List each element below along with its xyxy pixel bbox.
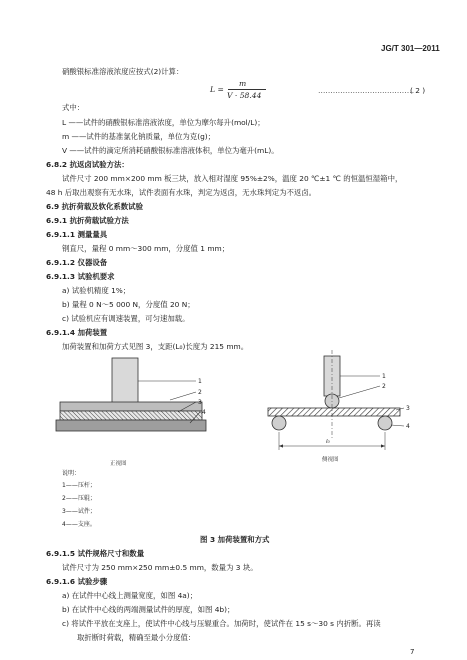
section-6-9-1-3-heading: 6.9.1.3 试验机要求 <box>46 272 115 281</box>
page-number: 7 <box>410 648 415 656</box>
front-label-3: 3 <box>198 399 202 406</box>
front-label-1: 1 <box>198 378 202 385</box>
definition-L: L ——试件的硝酸银标准溶液浓度，单位为摩尔每升(mol/L)； <box>62 118 265 127</box>
side-view-caption: 侧视图 <box>322 457 339 463</box>
front-support <box>56 420 206 431</box>
section-6-9-1-2-heading: 6.9.1.2 仪器设备 <box>46 258 108 267</box>
figure-caption: 图 3 加荷装置和方式 <box>200 535 270 544</box>
section-6-8-2-line2: 48 h 后取出观察有无水珠，试件表面有水珠，判定为返卤，无水珠判定为不返卤。 <box>46 188 317 197</box>
requirement-item-a: a) 试验机精度 1%； <box>62 286 131 295</box>
standard-code-header: JG/T 301—2011 <box>381 44 440 53</box>
side-label-3: 3 <box>406 405 410 412</box>
requirement-item-c: c) 试验机应有调速装置，可匀速加载。 <box>62 314 190 323</box>
legend-title: 说明： <box>62 470 81 477</box>
span-label: l₀ <box>326 439 330 445</box>
formula-lhs: L = <box>210 85 224 94</box>
side-label-1: 1 <box>382 373 386 380</box>
side-support-right <box>378 416 392 430</box>
front-label-4: 4 <box>202 409 206 416</box>
requirement-item-b: b) 量程 0 N～5 000 N，分度值 20 N； <box>62 300 195 309</box>
formula-intro: 硝酸银标准溶液浓度应按式(2)计算： <box>62 67 184 76</box>
front-specimen <box>60 411 202 420</box>
definition-V: V ——试件的滴定所消耗硝酸银标准溶液体积，单位为毫升(mL)。 <box>62 146 279 155</box>
section-6-8-2-heading: 6.8.2 抗返卤试验方法： <box>46 160 129 169</box>
section-6-9-1-5-heading: 6.9.1.5 试件规格尺寸和数量 <box>46 549 145 558</box>
step-item-c: c) 将试件平放在支座上，使试件中心线与压辊重合。加荷时，使试件在 15 s～30 s 内折断。再读 <box>62 619 381 628</box>
legend-item-3: 3——试件； <box>62 508 96 515</box>
where-label: 式中： <box>62 103 85 112</box>
step-item-b: b) 在试件中心线的两端测量试件的厚度，如图 4b)； <box>62 605 235 614</box>
section-6-9-1-4-heading: 6.9.1.4 加荷装置 <box>46 328 108 337</box>
section-6-9-1-4-body: 加荷装置和加荷方式见图 3，支距(L₀)长度为 215 mm。 <box>62 342 249 351</box>
side-label-4: 4 <box>406 423 410 430</box>
front-press-rod <box>112 358 138 406</box>
side-support-left <box>272 416 286 430</box>
section-6-9-1-1-heading: 6.9.1.1 测量量具 <box>46 230 108 239</box>
section-6-9-1-heading: 6.9.1 抗折荷载试验方法 <box>46 216 129 225</box>
formula-numerator: m <box>239 79 247 88</box>
section-6-9-1-5-body: 试件尺寸为 250 mm×250 mm±0.5 mm，数量为 3 块。 <box>62 563 258 572</box>
step-item-a: a) 在试件中心线上测量宽度，如图 4a)； <box>62 591 198 600</box>
front-press-roller <box>60 402 202 411</box>
legend-item-4: 4——支座。 <box>62 521 96 528</box>
legend-item-2: 2——压辊； <box>62 495 96 502</box>
side-label-2: 2 <box>382 383 386 390</box>
section-6-9-1-1-body: 钢直尺，量程 0 mm～300 mm，分度值 1 mm； <box>62 244 230 253</box>
front-label-2: 2 <box>198 389 202 396</box>
side-specimen <box>268 408 400 416</box>
formula-denominator: V · 58.44 <box>227 91 262 100</box>
side-view-drawing <box>268 350 404 450</box>
front-view-caption: 正视图 <box>110 461 127 467</box>
formula-leader-dots: ………………………………… <box>318 86 415 95</box>
definition-m: m ——试件的基准氯化钠质量，单位为克(g)； <box>62 132 216 141</box>
step-item-c-continuation: 取折断时荷载，精确至最小分度值： <box>77 633 196 642</box>
section-6-9-heading: 6.9 抗折荷载及软化系数试验 <box>46 202 143 211</box>
front-view-drawing <box>56 358 206 431</box>
section-6-8-2-line1: 试件尺寸 200 mm×200 mm 板三块，放入相对湿度 95%±2%，温度 20 ℃±1 ℃ 的恒温恒湿箱中， <box>62 174 403 183</box>
legend-item-1: 1——压杆； <box>62 482 96 489</box>
formula-equation-number: ( 2 ) <box>410 86 426 95</box>
section-6-9-1-6-heading: 6.9.1.6 试验步骤 <box>46 577 108 586</box>
